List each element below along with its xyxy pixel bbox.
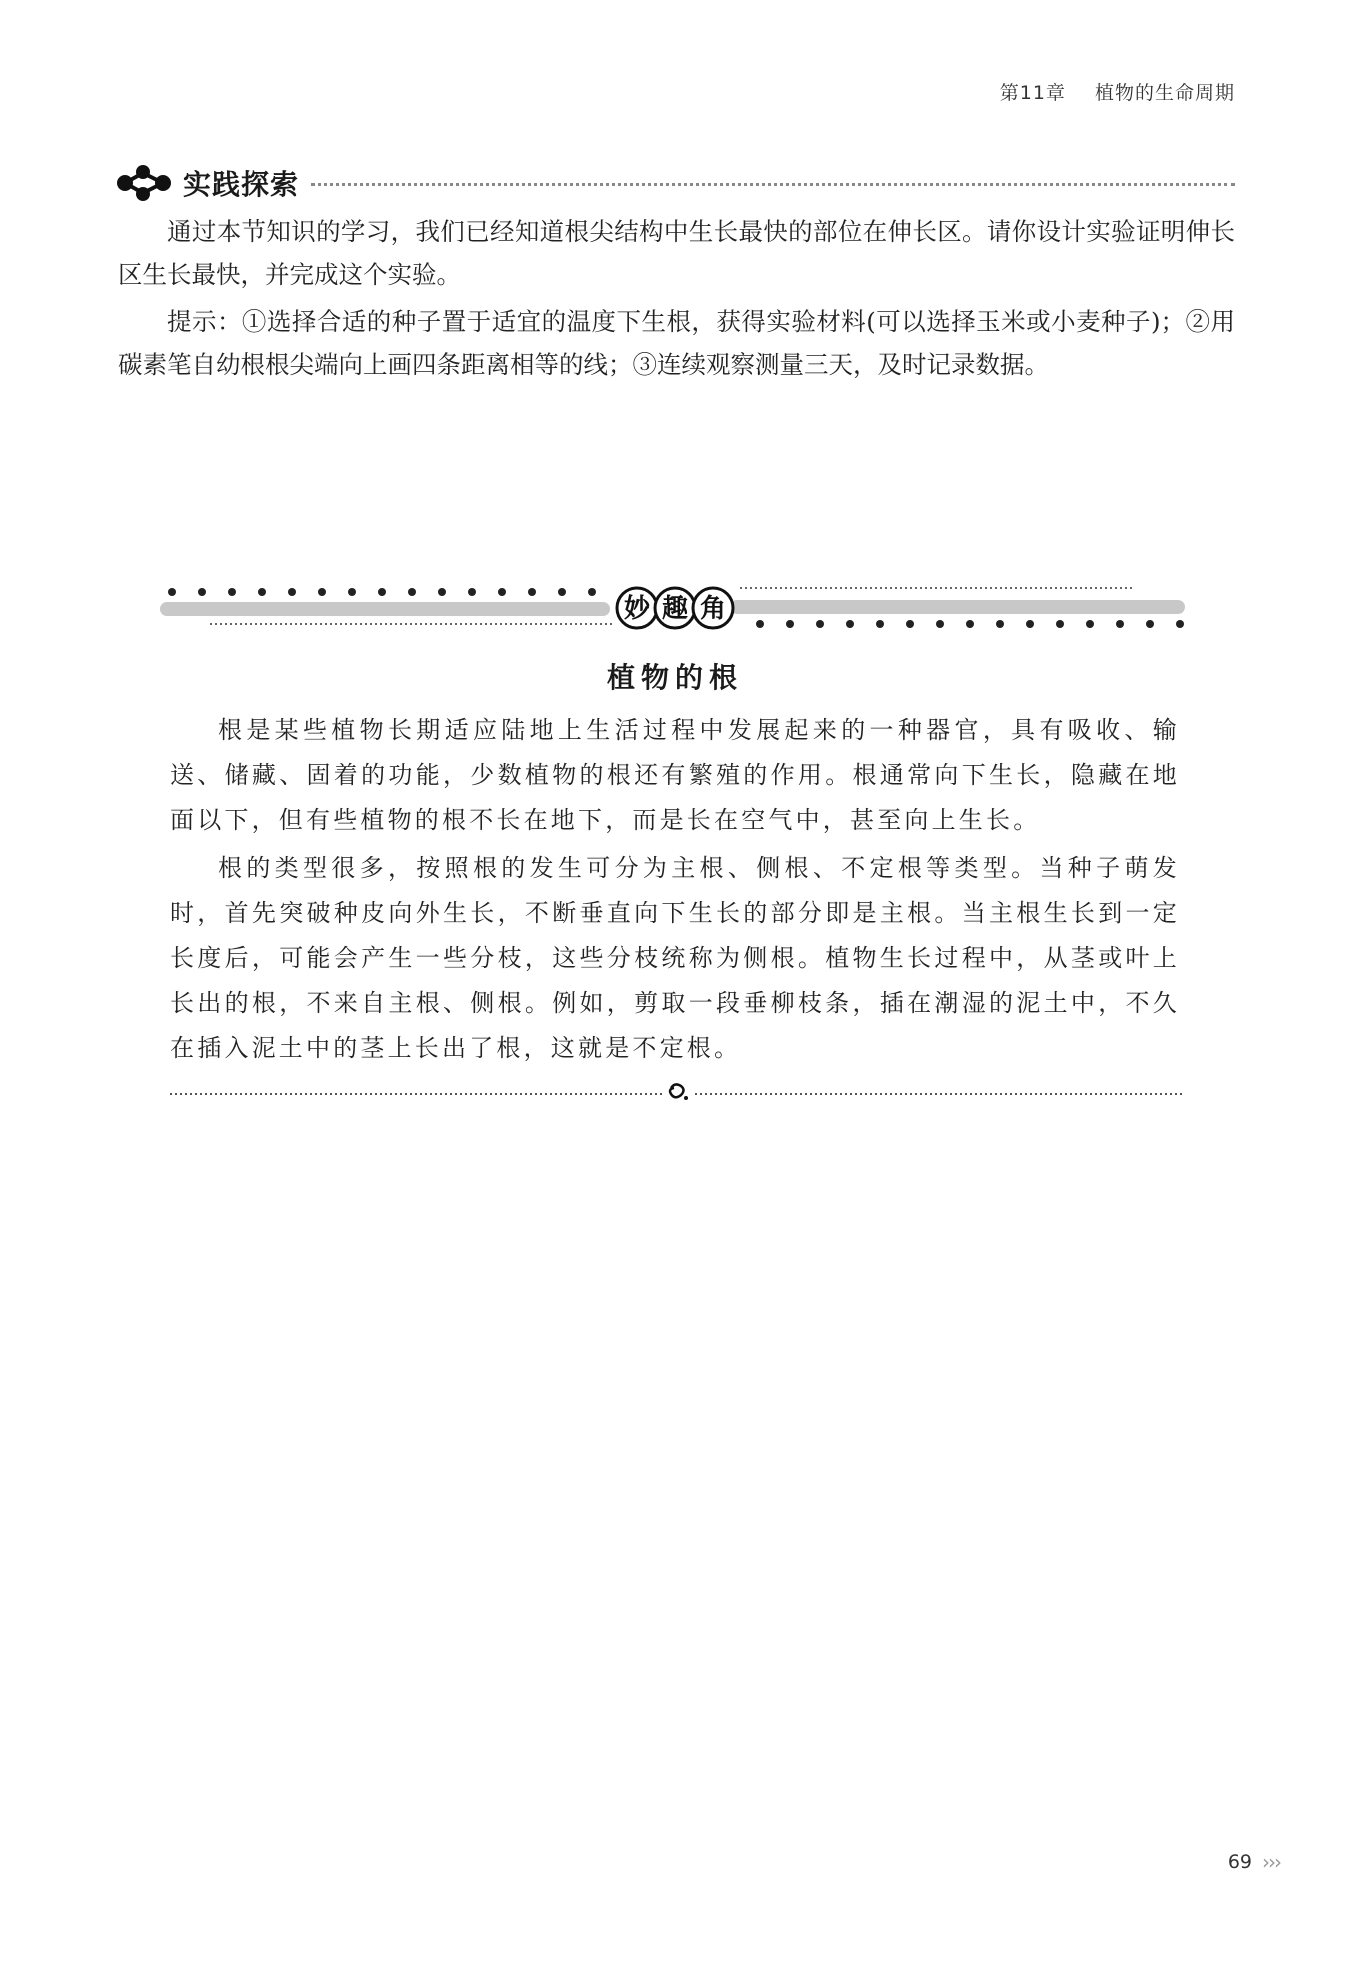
dotted-rule bbox=[311, 183, 1235, 186]
practice-section-header bbox=[115, 158, 1235, 208]
fun-corner-box bbox=[160, 578, 1190, 1108]
fun-paragraph: 根是某些植物长期适应陆地上生活过程中发展起来的一种器官，具有吸收、输送、储藏、固着的功能，少数植物的根还有繁殖的作用。根通常向下生长，隐藏在地面以下，但有些植物的根不长在地下，而是长在空气中，甚至向上生长。 bbox=[170, 716, 1180, 834]
practice-paragraph: 通过本节知识的学习，我们已经知道根尖结构中生长最快的部位在伸长区。请你设计实验证明伸长区生长最快，并完成这个实验。 bbox=[118, 217, 1235, 289]
molecule-icon bbox=[115, 163, 175, 203]
banner-char-1: 妙 bbox=[623, 594, 651, 624]
swirl-ornament-icon bbox=[160, 1076, 1190, 1106]
fun-corner-title: 植物的根 bbox=[606, 661, 743, 694]
chapter-title: 植物的生命周期 bbox=[1094, 82, 1235, 104]
fun-paragraph: 根的类型很多，按照根的发生可分为主根、侧根、不定根等类型。当种子萌发时，首先突破种皮向外生长，不断垂直向下生长的部分即是主根。当主根生长到一定长度后，可能会产生一些分枝，这些分枝统称为侧根。植物生长过程中，从茎或叶上长出的根，不来自主根、侧根。例如，剪取一段垂柳枝条，插在潮湿的泥土中，不久在插入泥土中的茎上长出了根，这就是不定根。 bbox=[170, 854, 1180, 1062]
practice-hint: 提示：①选择合适的种子置于适宜的温度下生根，获得实验材料(可以选择玉米或小麦种子)；②用碳素笔自幼根根尖端向上画四条距离相等的线；③连续观察测量三天，及时记录数据。 bbox=[118, 307, 1235, 379]
page-number-value: 69 bbox=[1227, 1851, 1252, 1873]
page-number bbox=[1228, 1850, 1280, 1874]
fun-corner-body bbox=[170, 708, 1180, 1074]
practice-body bbox=[118, 210, 1235, 390]
banner-char-3: 角 bbox=[699, 594, 727, 624]
banner-char-2: 趣 bbox=[661, 594, 689, 624]
chevron-right-icon: ››› bbox=[1262, 1850, 1280, 1874]
running-header bbox=[1000, 78, 1235, 105]
fun-corner-banner bbox=[160, 578, 1190, 638]
chapter-number: 第11章 bbox=[999, 82, 1066, 104]
practice-title: 实践探索 bbox=[183, 168, 300, 201]
